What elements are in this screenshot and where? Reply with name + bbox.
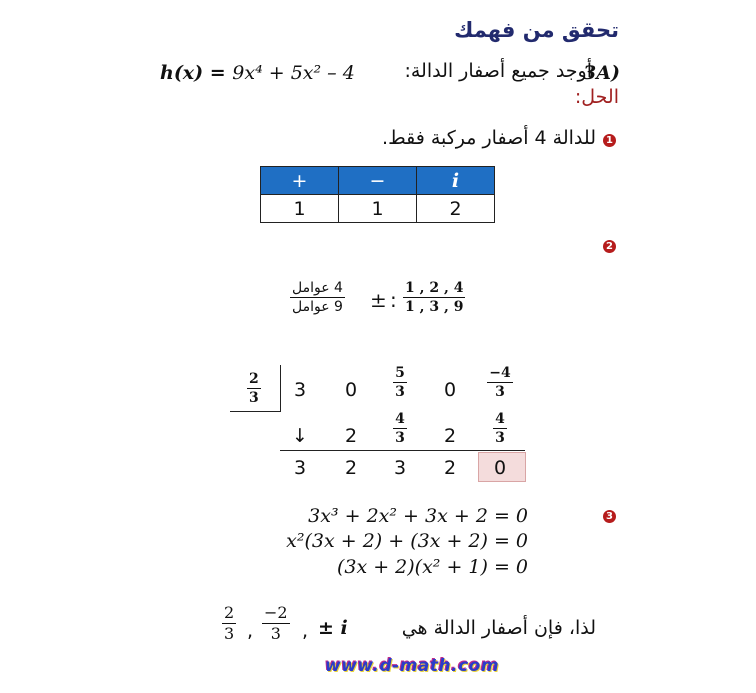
synthetic-cell: 3 [293, 379, 307, 401]
table-cell: 1 [261, 195, 339, 223]
rational-candidates [290, 280, 510, 324]
page-title: تحقق من فهمك [454, 18, 619, 42]
root-box-bottom [230, 411, 280, 412]
synthetic-cell: 2 [344, 425, 358, 447]
candidates-fraction: $\frac{1 , 2 , 4}{1 , 3 , 9}$ [405, 280, 464, 316]
step-3-badge: 3 [603, 510, 616, 523]
table-header-positive: + [261, 167, 339, 195]
zero-imaginary: ± i [318, 617, 348, 639]
synthetic-cell: $\frac{-4}{3}$ [489, 365, 511, 401]
equation-1: 3x³ + 2x² + 3x + 2 = 0 [308, 505, 528, 527]
sign-table [260, 166, 495, 223]
comma: , [247, 620, 254, 642]
synthetic-cell: 3 [293, 457, 307, 479]
synthetic-cell: 2 [443, 457, 457, 479]
site-watermark: www.d-math.com [325, 656, 500, 676]
zero-two-thirds: $\frac{2}{3}$ [224, 603, 235, 644]
step-1-badge: 1 [603, 134, 616, 147]
step-1-text: للدالة 4 أصفار مركبة فقط. [382, 127, 596, 149]
synthetic-cell: 0 [344, 379, 358, 401]
step-2-badge: 2 [603, 240, 616, 253]
solution-label: الحل: [574, 86, 619, 108]
table-cell: 2 [417, 195, 495, 223]
synthetic-cell: $\frac{4}{3}$ [395, 411, 405, 447]
division-root: $\frac{2}{3}$ [249, 371, 259, 407]
question-line [160, 60, 620, 88]
table-header-negative: − [339, 167, 417, 195]
comma: , [302, 620, 309, 642]
colon: : [390, 288, 397, 312]
synthetic-cell: 2 [344, 457, 358, 479]
factors-fraction: 4 عوامل 9 عوامل [292, 280, 343, 316]
equation-3: (3x + 2)(x² + 1) = 0 [336, 556, 528, 578]
table-cell: 1 [339, 195, 417, 223]
conclusion-text: لذا، فإن أصفار الدالة هي [401, 617, 596, 639]
question-text: أوجد جميع أصفار الدالة: [404, 60, 592, 82]
question-number: 3A) [583, 62, 620, 84]
synthetic-cell: 2 [443, 425, 457, 447]
equation-2: x²(3x + 2) + (3x + 2) = 0 [286, 530, 528, 552]
function-expression: h(x) = 9x⁴ + 5x² – 4 [160, 62, 355, 84]
plus-minus: ± [370, 288, 387, 312]
synthetic-cell: 0 [493, 457, 507, 479]
synthetic-cell: $\frac{5}{3}$ [395, 365, 405, 401]
synthetic-cell: ↓ [292, 425, 308, 447]
synthetic-cell: 3 [393, 457, 407, 479]
table-header-imaginary: i [417, 167, 495, 195]
synthetic-division [230, 365, 530, 483]
synthetic-cell: $\frac{4}{3}$ [495, 411, 505, 447]
zero-negative-two-thirds: $\frac{-2}{3}$ [264, 603, 288, 644]
synthetic-cell: 0 [443, 379, 457, 401]
